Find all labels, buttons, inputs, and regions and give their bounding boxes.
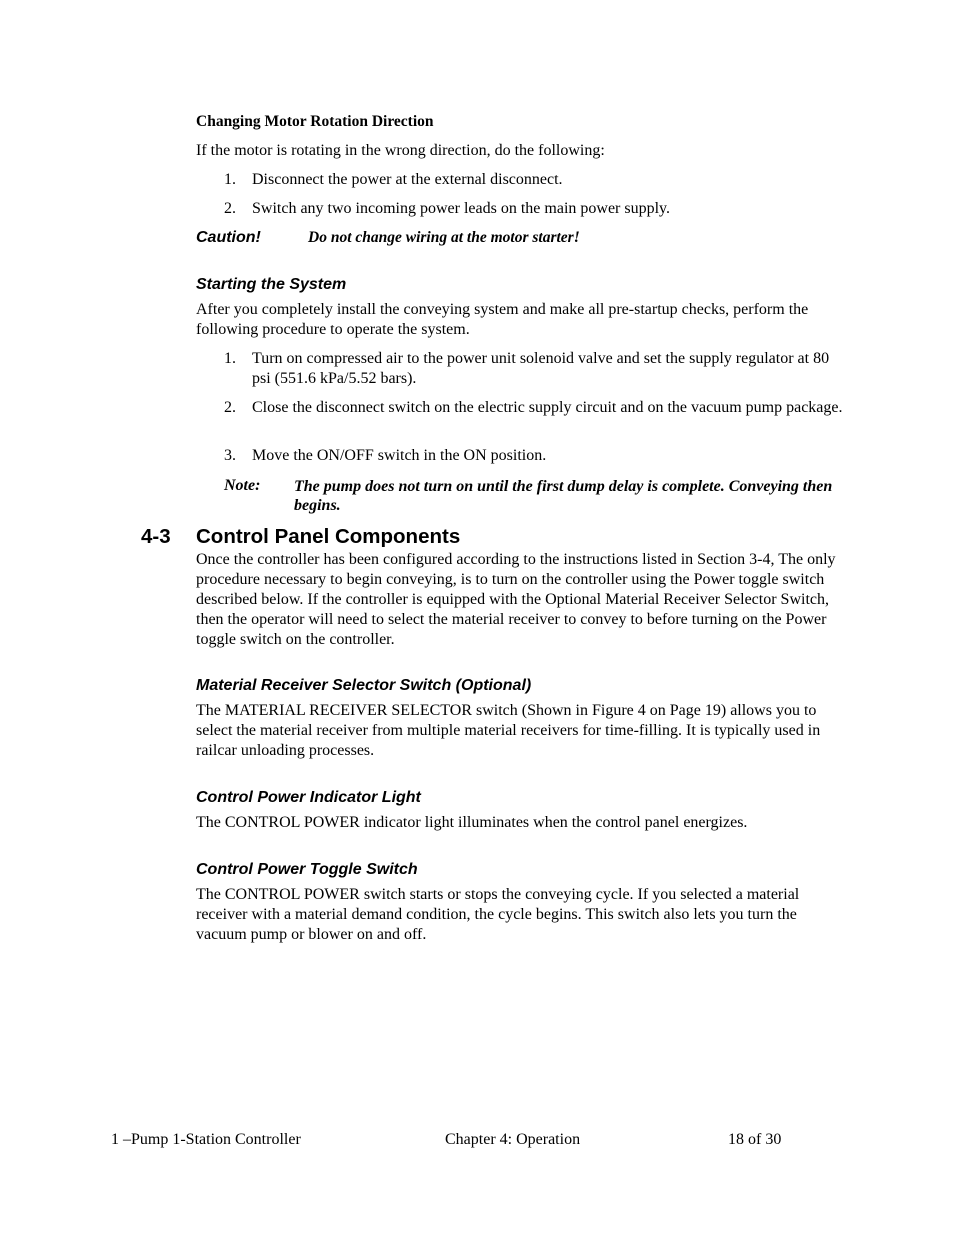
- list-text: Disconnect the power at the external disconnect.: [252, 171, 563, 188]
- selector-switch-heading: Material Receiver Selector Switch (Optional): [196, 677, 532, 694]
- list-number: 1.: [224, 350, 236, 367]
- list-item: [224, 349, 844, 389]
- footer-center: Chapter 4: Operation: [445, 1131, 581, 1148]
- selector-switch-text: The MATERIAL RECEIVER SELECTOR switch (Shown in Figure 4 on Page 19) allows you to select the material receiver from multiple material receivers for time-filling. It is typically used in railcar unloading processes.: [196, 702, 821, 759]
- starting-system-heading: Starting the System: [196, 276, 347, 293]
- section-title: Control Panel Components: [196, 525, 461, 548]
- list-number: 3.: [224, 447, 236, 464]
- list-number: 2.: [224, 200, 236, 217]
- note-text: The pump does not turn on until the first dump delay is complete. Conveying then begins.: [294, 478, 833, 514]
- list-number: 1.: [224, 171, 236, 188]
- toggle-switch-heading: Control Power Toggle Switch: [196, 861, 418, 878]
- note-label: Note:: [224, 477, 261, 494]
- list-text: Close the disconnect switch on the electric supply circuit and on the vacuum pump package.: [252, 399, 843, 416]
- caution-text: Do not change wiring at the motor starter!: [308, 229, 580, 246]
- starting-system-intro: After you completely install the conveying system and make all pre-startup checks, perform the following procedure to operate the system.: [196, 301, 809, 338]
- footer-page-number: 18 of 30: [728, 1131, 782, 1148]
- section-number: 4-3: [141, 525, 171, 548]
- footer-left: 1 –Pump 1-Station Controller: [111, 1131, 301, 1148]
- caution-label: Caution!: [196, 229, 261, 246]
- indicator-light-heading: Control Power Indicator Light: [196, 789, 421, 806]
- motor-rotation-intro: If the motor is rotating in the wrong direction, do the following:: [196, 142, 605, 159]
- list-item: [224, 398, 844, 418]
- toggle-switch-text: The CONTROL POWER switch starts or stops the conveying cycle. If you selected a material receiver with a material demand condition, the cycle begins. This switch also lets you turn the vacuum pump or blower on and off.: [196, 886, 800, 943]
- list-text: Switch any two incoming power leads on the main power supply.: [252, 200, 670, 217]
- list-number: 2.: [224, 399, 236, 416]
- indicator-light-text: The CONTROL POWER indicator light illuminates when the control panel energizes.: [196, 814, 748, 831]
- list-text: Turn on compressed air to the power unit solenoid valve and set the supply regulator at 80 psi (551.6 kPa/5.52 bars).: [252, 350, 830, 387]
- motor-rotation-heading: Changing Motor Rotation Direction: [196, 113, 434, 130]
- section-intro: Once the controller has been configured according to the instructions listed in Section 3-4, The only procedure necessary to begin conveying, is to turn on the controller using the Power toggle switch described below. If the controller is equipped with the Optional Material Receiver Selector Switch, then the operator will need to select the material receiver to convey to before turning on the Power toggle switch on the controller.: [196, 551, 836, 648]
- list-text: Move the ON/OFF switch in the ON position.: [252, 447, 547, 464]
- list-item: [224, 446, 844, 466]
